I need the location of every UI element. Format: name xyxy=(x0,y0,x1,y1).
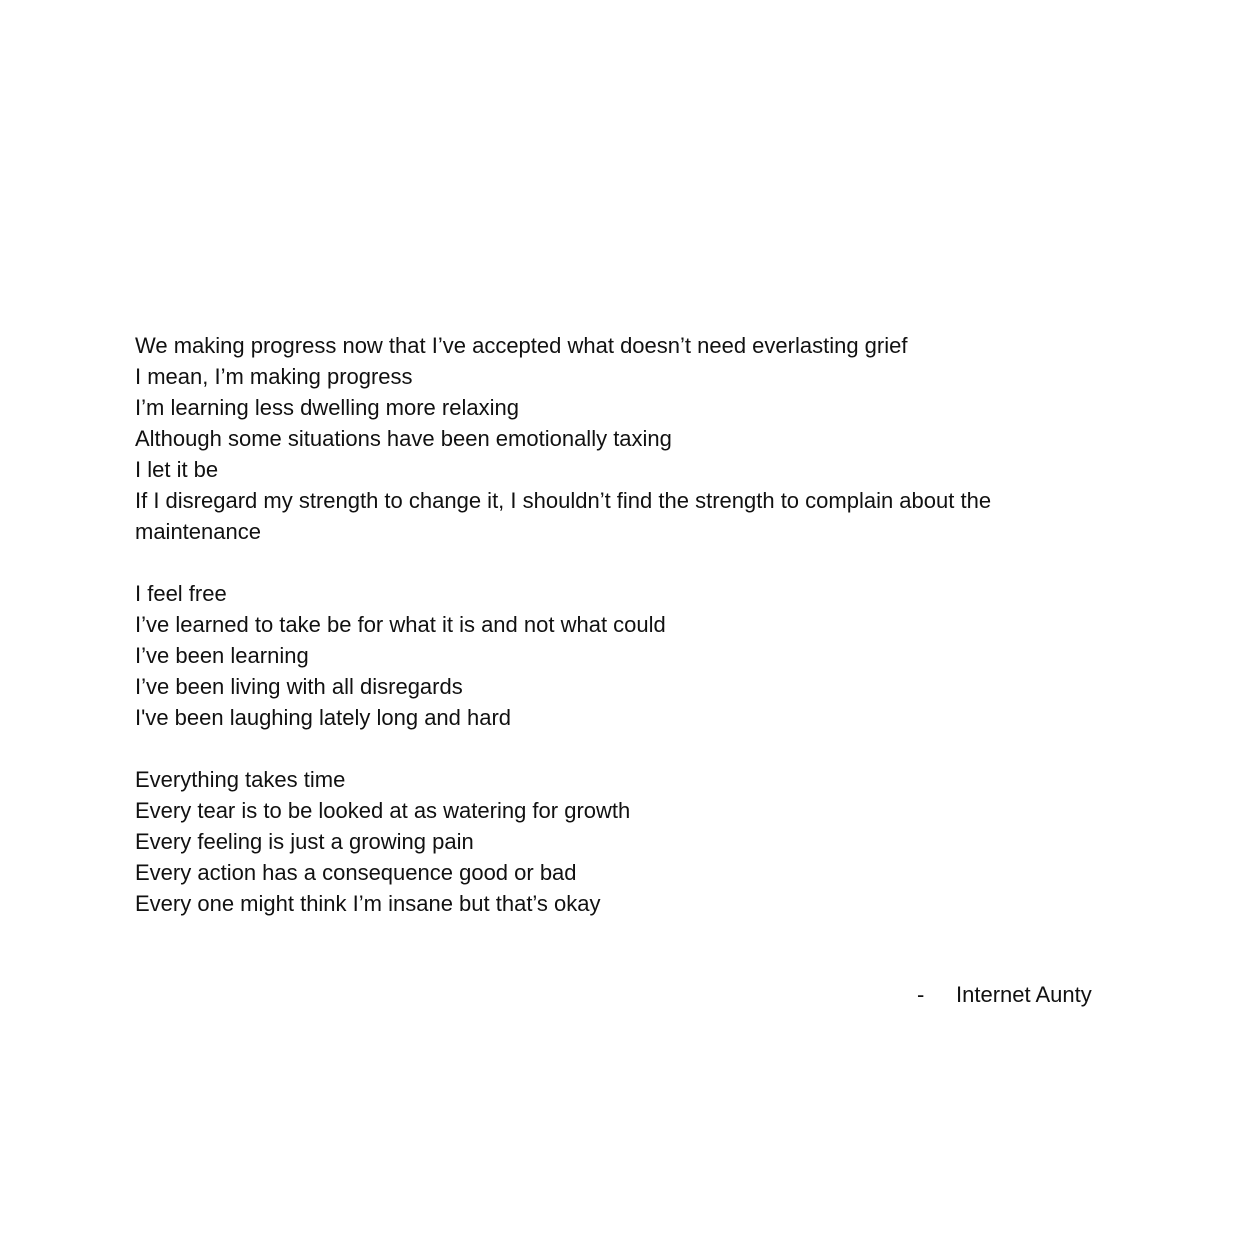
poem-line: Every feeling is just a growing pain xyxy=(135,829,474,854)
poem-line: Every one might think I’m insane but that’s okay xyxy=(135,891,601,916)
poem-line: We making progress now that I’ve accepted what doesn’t need everlasting grief xyxy=(135,333,908,358)
poem-line: Everything takes time xyxy=(135,767,346,792)
stanza-1 xyxy=(135,330,1095,547)
stanza-2 xyxy=(135,578,1095,733)
author-signature xyxy=(917,979,1092,1010)
poem-line: I’ve been living with all disregards xyxy=(135,674,463,699)
stanza-3 xyxy=(135,764,1095,919)
poem-line: I’ve been learning xyxy=(135,643,309,668)
poem-line: I feel free xyxy=(135,581,227,606)
poem-line: If I disregard my strength to change it, I shouldn’t find the strength to complain about the xyxy=(135,488,992,513)
poem-line: Every tear is to be looked at as watering for growth xyxy=(135,798,631,823)
poem-line: I’m learning less dwelling more relaxing xyxy=(135,395,519,420)
poem-body xyxy=(135,330,1095,919)
stanza-spacer xyxy=(135,733,1095,764)
poem-line: maintenance xyxy=(135,519,261,544)
poem-line: I let it be xyxy=(135,457,219,482)
poem-line: I've been laughing lately long and hard xyxy=(135,705,512,730)
stanza-spacer xyxy=(135,547,1095,578)
author-name: Internet Aunty xyxy=(956,982,1092,1007)
signature-dash: - xyxy=(917,982,925,1007)
poem-line: I mean, I’m making progress xyxy=(135,364,413,389)
poem-line: Although some situations have been emotionally taxing xyxy=(135,426,672,451)
poem-line: I’ve learned to take be for what it is and not what could xyxy=(135,612,666,637)
poem-line: Every action has a consequence good or bad xyxy=(135,860,577,885)
